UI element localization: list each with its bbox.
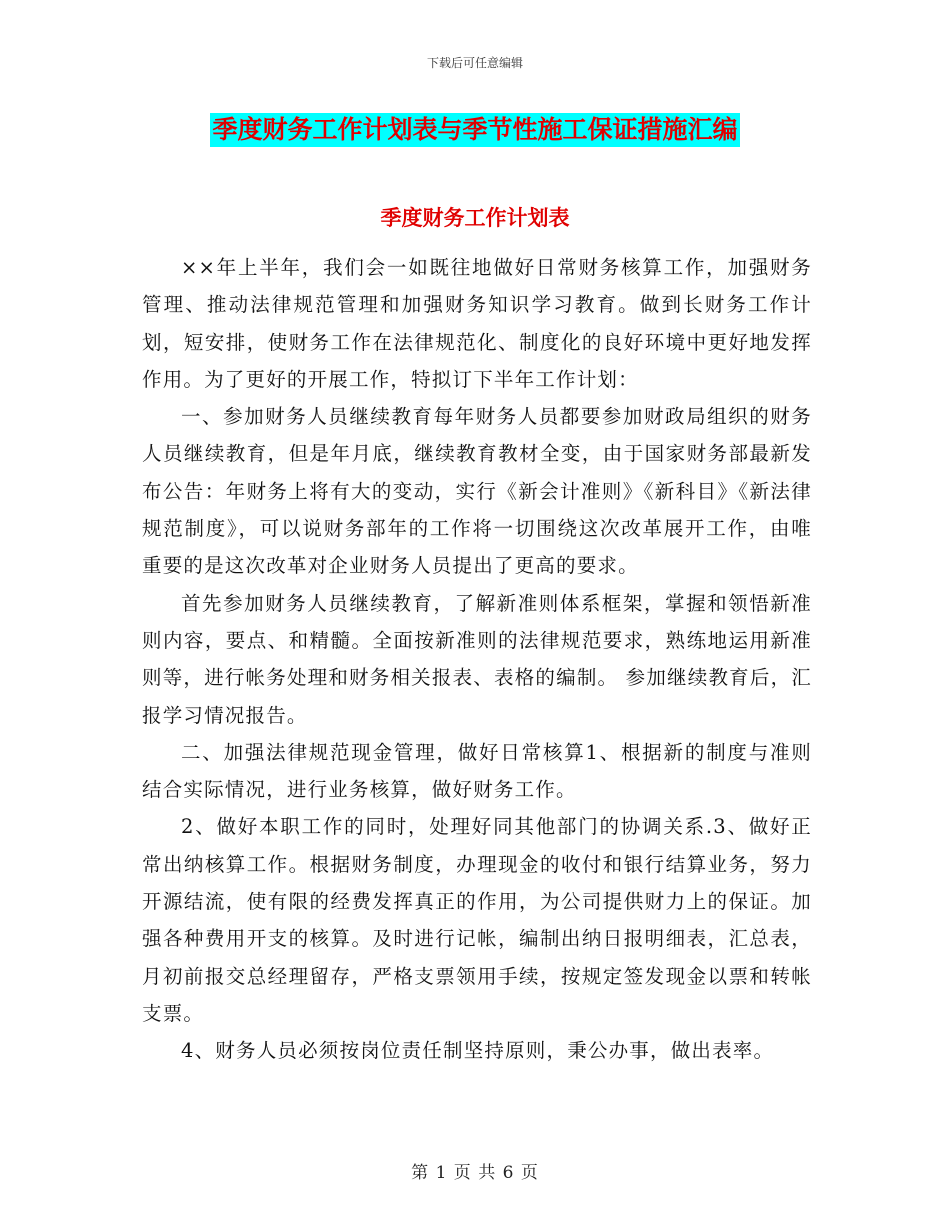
paragraph: 首先参加财务人员继续教育，了解新准则体系框架，掌握和领悟新准则内容，要点、和精髓。全面按新准则的法律规范要求，熟练地运用新准则等，进行帐务处理和财务相关报表、表格的编制。 参加继续教育后，汇报学习情况报告。 [142, 591, 812, 727]
paragraph: 二、加强法律规范现金管理，做好日常核算1、根据新的制度与准则结合实际情况，进行业务核算，做好财务工作。 [142, 740, 812, 802]
header-note: 下载后可任意编辑 [426, 56, 523, 70]
paragraph: 一、参加财务人员继续教育每年财务人员都要参加财政局组织的财务人员继续教育，但是年月底，继续教育教材全变，由于国家财务部最新发布公告：年财务上将有大的变动，实行《新会计准则》《新科目》《新法律规范制度》，可以说财务部年的工作将一切围绕这次改革展开工作，由唯重要的是这次改革对企业财务人员提出了更高的要求。 [142, 405, 812, 578]
section-title: 季度财务工作计划表 [380, 206, 570, 230]
page-footer: 第 1 页 共 6 页 [411, 1163, 539, 1183]
doc-title-wrap [0, 113, 950, 147]
paragraph: ××年上半年，我们会一如既往地做好日常财务核算工作，加强财务管理、推动法律规范管理和加强财务知识学习教育。做到长财务工作计划，短安排，使财务工作在法律规范化、制度化的良好环境中更好地发挥作用。为了更好的开展工作，特拟订下半年工作计划： [142, 256, 812, 391]
paragraph: 2、做好本职工作的同时，处理好同其他部门的协调关系.3、做好正常出纳核算工作。根据财务制度，办理现金的收付和银行结算业务，努力开源结流，使有限的经费发挥真正的作用，为公司提供财力上的保证。加强各种费用开支的核算。及时进行记帐，编制出纳日报明细表，汇总表，月初前报交总经理留存，严格支票领用手续，按规定签发现金以票和转帐支票。 [142, 815, 812, 1025]
paragraph: 4、财务人员必须按岗位责任制坚持原则，秉公办事，做出表率。 [181, 1039, 775, 1063]
document-title: 季度财务工作计划表与季节性施工保证措施汇编 [210, 113, 739, 147]
document-body [142, 249, 812, 1070]
